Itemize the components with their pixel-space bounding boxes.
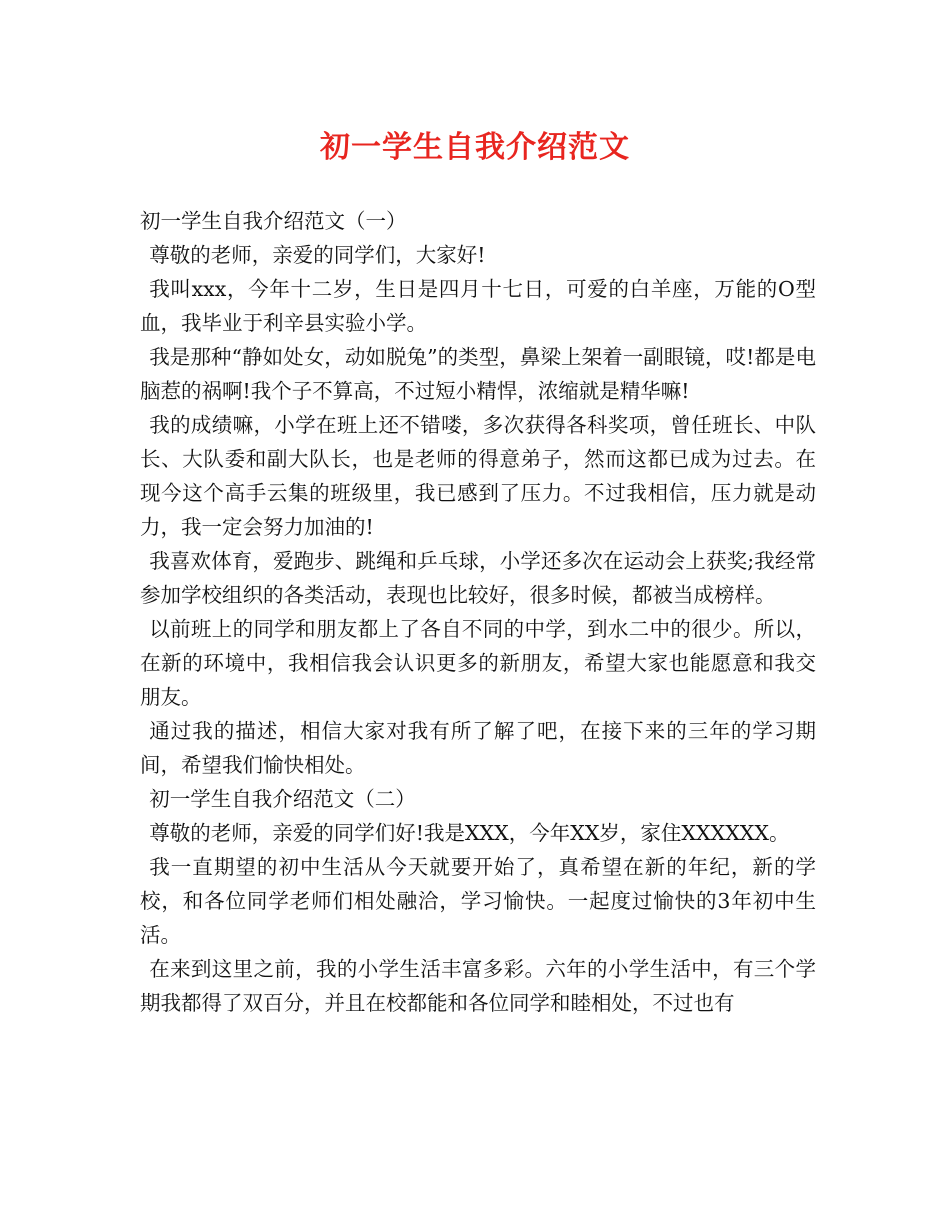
paragraph: 尊敬的老师，亲爱的同学们，大家好! [149, 243, 486, 267]
paragraph: 通过我的描述，相信大家对我有所了解了吧，在接下来的三年的学习期间，希望我们愉快相处。 [140, 719, 816, 777]
paragraph: 尊敬的老师，亲爱的同学们好!我是XXX，今年XX岁，家住XXXXXX。 [149, 821, 790, 845]
paragraph: 我的成绩嘛，小学在班上还不错喽，多次获得各科奖项，曾任班长、中队长、大队委和副大队长，也是老师的得意弟子，然而这都已成为过去。在现今这个高手云集的班级里，我已感到了压力。不过我相信，压力就是动力，我一定会努力加油的! [140, 413, 816, 539]
section-heading-1: 初一学生自我介绍范文（一） [140, 209, 407, 233]
paragraph: 以前班上的同学和朋友都上了各自不同的中学，到水二中的很少。所以，在新的环境中，我相信我会认识更多的新朋友，希望大家也能愿意和我交朋友。 [140, 617, 816, 709]
section-heading-2: 初一学生自我介绍范文（二） [149, 787, 416, 811]
paragraph: 在来到这里之前，我的小学生活丰富多彩。六年的小学生活中，有三个学期我都得了双百分，并且在校都能和各位同学和睦相处，不过也有 [140, 957, 816, 1015]
paragraph: 我喜欢体育，爱跑步、跳绳和乒乓球，小学还多次在运动会上获奖;我经常参加学校组织的各类活动，表现也比较好，很多时候，都被当成榜样。 [140, 549, 816, 607]
document-body [140, 204, 816, 1020]
document-title: 初一学生自我介绍范文 [320, 130, 630, 165]
paragraph: 我一直期望的初中生活从今天就要开始了，真希望在新的年纪，新的学校，和各位同学老师们相处融洽，学习愉快。一起度过愉快的3年初中生活。 [140, 855, 816, 947]
paragraph: 我叫xxx，今年十二岁，生日是四月十七日，可爱的白羊座，万能的O型血，我毕业于利辛县实验小学。 [140, 277, 816, 335]
paragraph: 我是那种“静如处女，动如脱兔”的类型，鼻梁上架着一副眼镜，哎!都是电脑惹的祸啊!我个子不算高，不过短小精悍，浓缩就是精华嘛! [140, 345, 816, 403]
